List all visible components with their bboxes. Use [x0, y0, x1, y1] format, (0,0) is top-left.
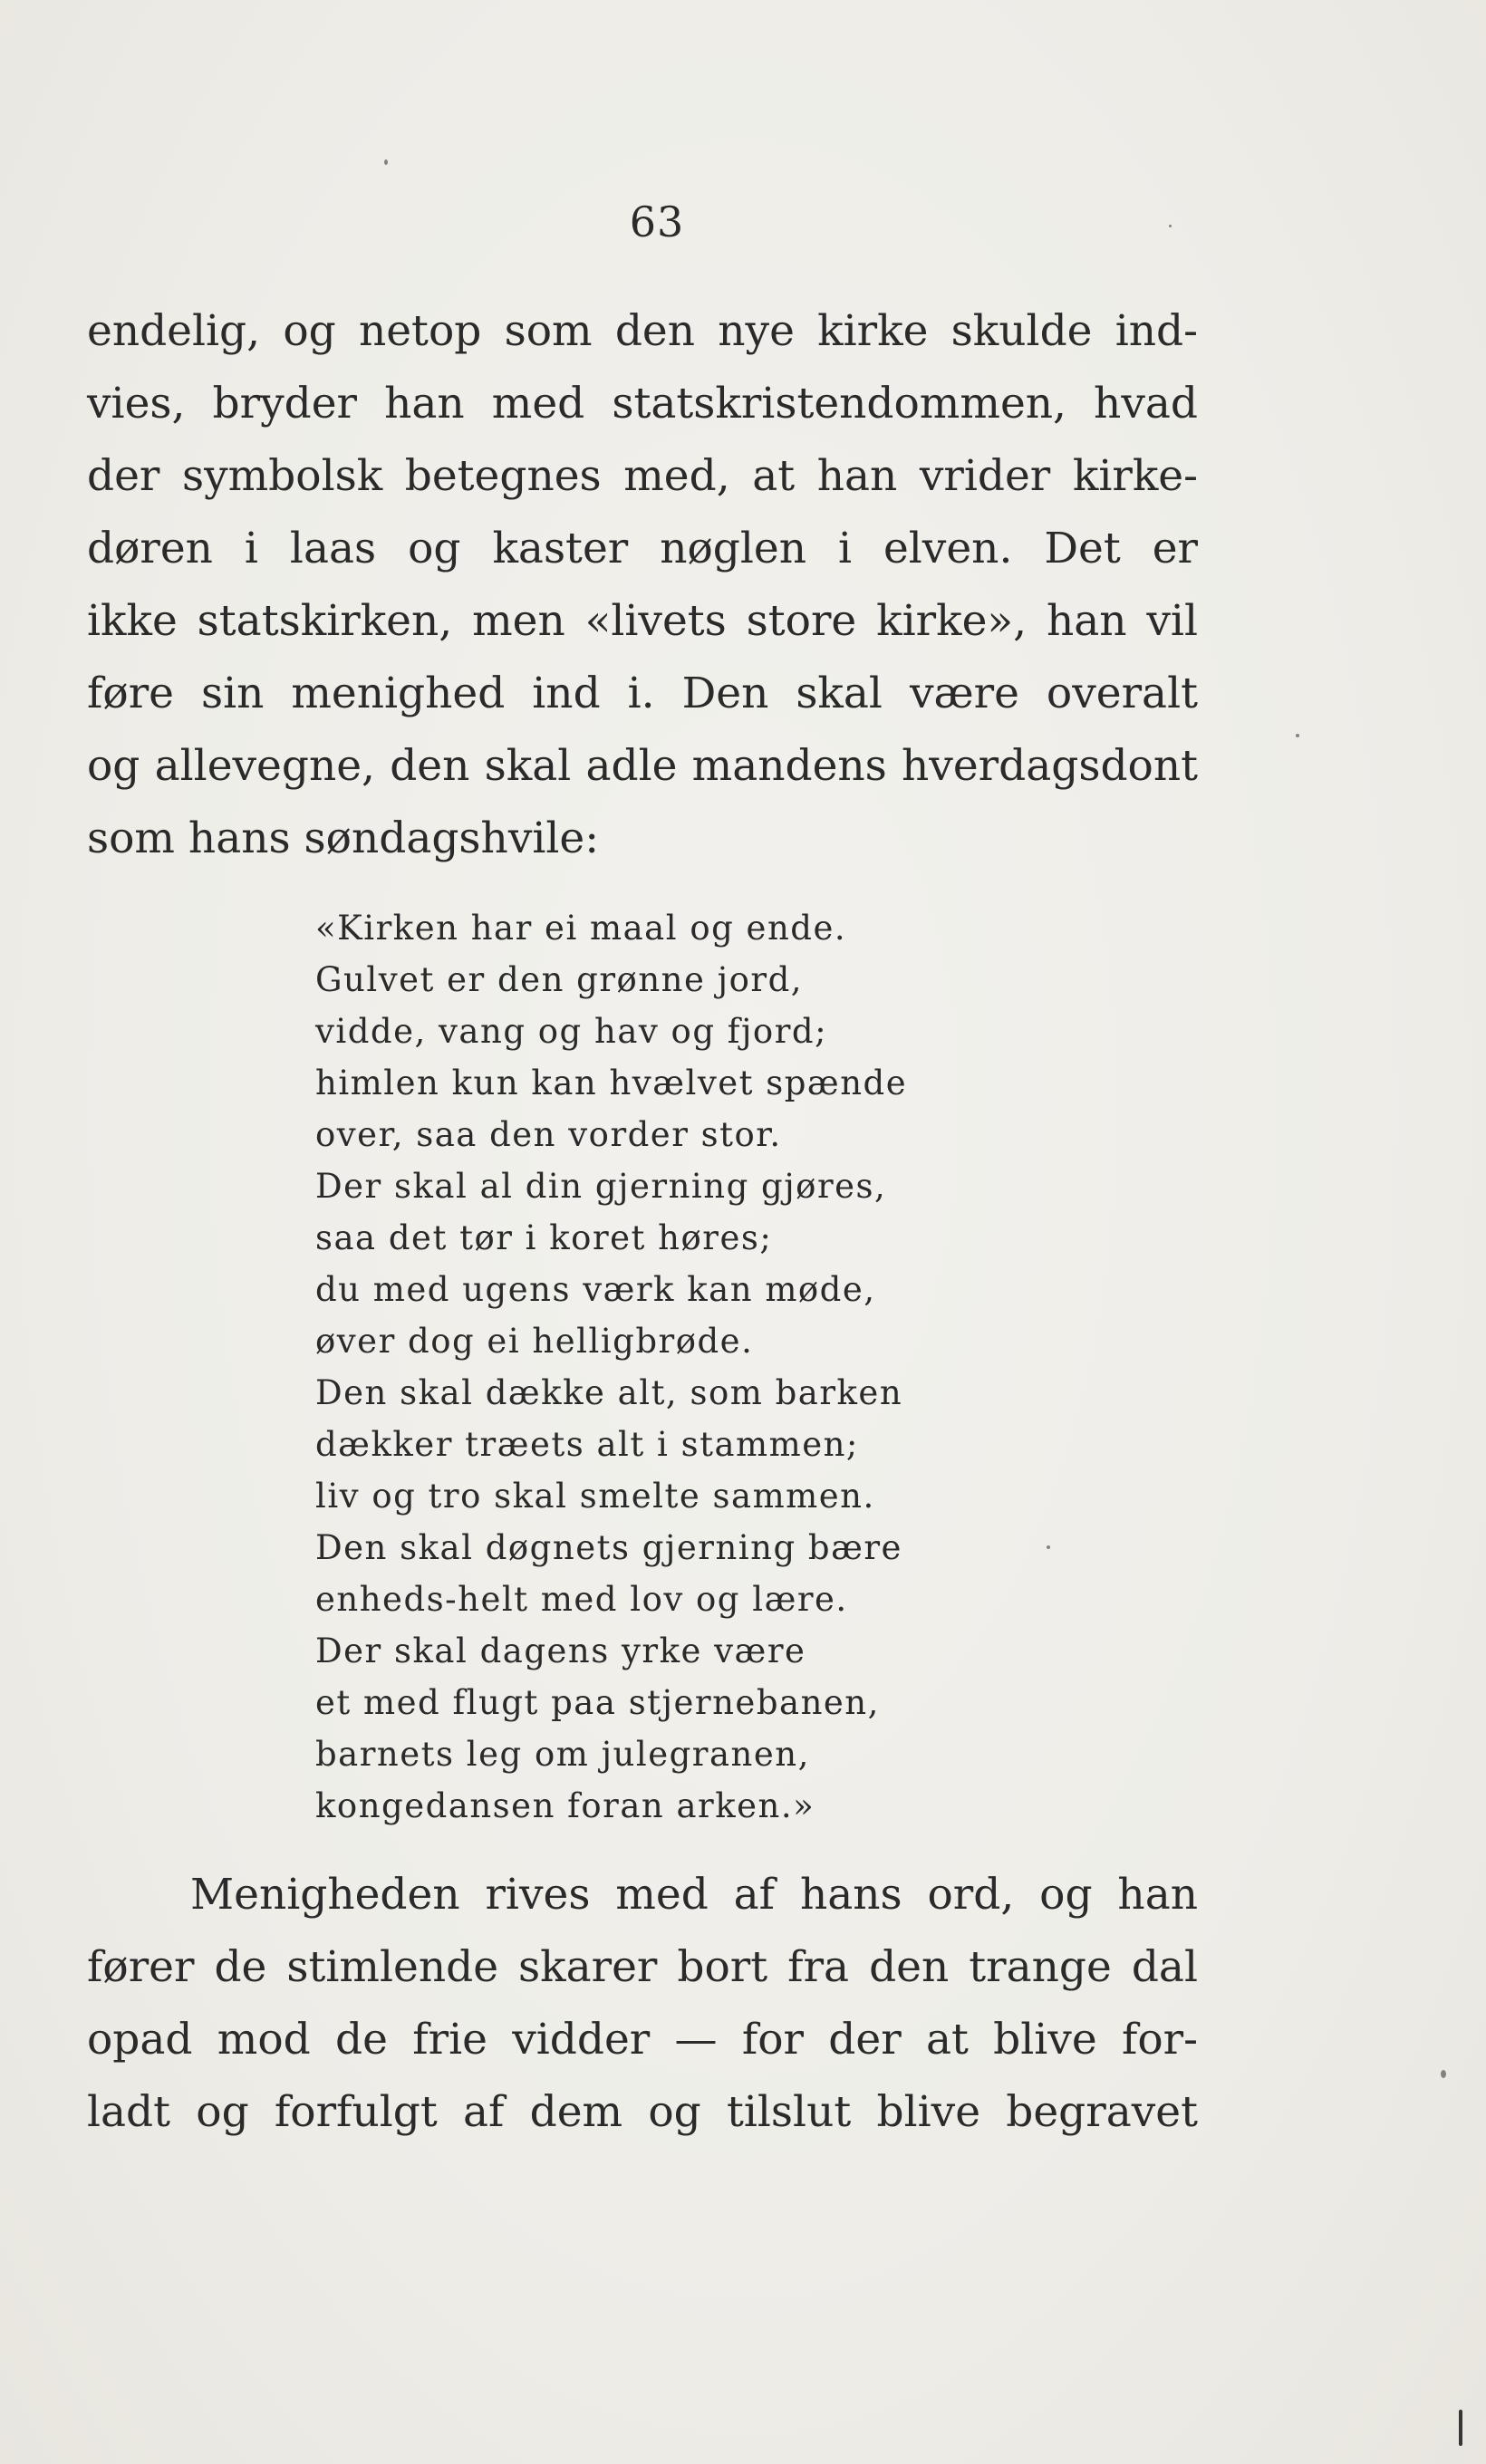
text-line: ikke statskirken, men «livets store kirke», han vil	[87, 596, 1198, 646]
print-speck	[1296, 734, 1299, 737]
print-speck	[1441, 2070, 1446, 2078]
print-speck	[1047, 1545, 1050, 1549]
poem-line: over, saa den vorder stor.	[315, 1115, 782, 1154]
poem-line: himlen kun kan hvælvet spænde	[315, 1064, 908, 1102]
text-line: døren i laas og kaster nøglen i elven. Det er	[87, 524, 1198, 573]
poem-line: du med ugens værk kan møde,	[315, 1270, 876, 1309]
text-line: ladt og forfulgt af dem og tilslut blive begravet	[87, 2087, 1198, 2137]
text-line: vies, bryder han med statskristendommen, hvad	[87, 379, 1198, 428]
poem-line: Der skal dagens yrke være	[315, 1631, 806, 1670]
text-line: som hans søndagshvile:	[87, 813, 600, 863]
text-line: der symbolsk betegnes med, at han vrider kirke-	[87, 451, 1198, 501]
text-line: endelig, og netop som den nye kirke skulde ind-	[87, 306, 1198, 356]
poem-line: et med flugt paa stjernebanen,	[315, 1683, 880, 1722]
paragraph-2	[87, 1859, 1198, 2149]
poem-line: saa det tør i koret høres;	[315, 1218, 773, 1257]
print-speck	[1169, 225, 1172, 227]
poem-line: barnets leg om julegranen,	[315, 1735, 810, 1774]
poem-line: liv og tro skal smelte sammen.	[315, 1477, 875, 1516]
poem-line: dækker træets alt i stammen;	[315, 1425, 859, 1464]
poem-line: Den skal døgnets gjerning bære	[315, 1528, 902, 1567]
poem-line: Den skal dække alt, som barken	[315, 1373, 903, 1412]
text-line: Menigheden rives med af hans ord, og han	[190, 1870, 1198, 1920]
text-line: føre sin menighed ind i. Den skal være overalt	[87, 669, 1198, 718]
poem-line: Gulvet er den grønne jord,	[315, 960, 804, 999]
poem-quote	[315, 902, 907, 1832]
print-speck	[384, 159, 388, 165]
page-number: 63	[629, 197, 685, 246]
poem-line: kongedansen foran arken.»	[315, 1786, 815, 1825]
poem-line: øver dog ei helligbrøde.	[315, 1322, 754, 1361]
text-line: og allevegne, den skal adle mandens hverdagsdont	[87, 741, 1198, 791]
print-speck	[1459, 2410, 1462, 2446]
poem-line: vidde, vang og hav og fjord;	[315, 1012, 828, 1051]
poem-line: Der skal al din gjerning gjøres,	[315, 1167, 887, 1206]
poem-line: enheds-helt med lov og lære.	[315, 1580, 848, 1619]
text-line: opad mod de frie vidder — for der at blive for-	[87, 2015, 1198, 2065]
poem-line: «Kirken har ei maal og ende.	[315, 909, 847, 948]
paragraph-1	[87, 295, 1198, 875]
text-line: fører de stimlende skarer bort fra den trange dal	[87, 1942, 1198, 1992]
